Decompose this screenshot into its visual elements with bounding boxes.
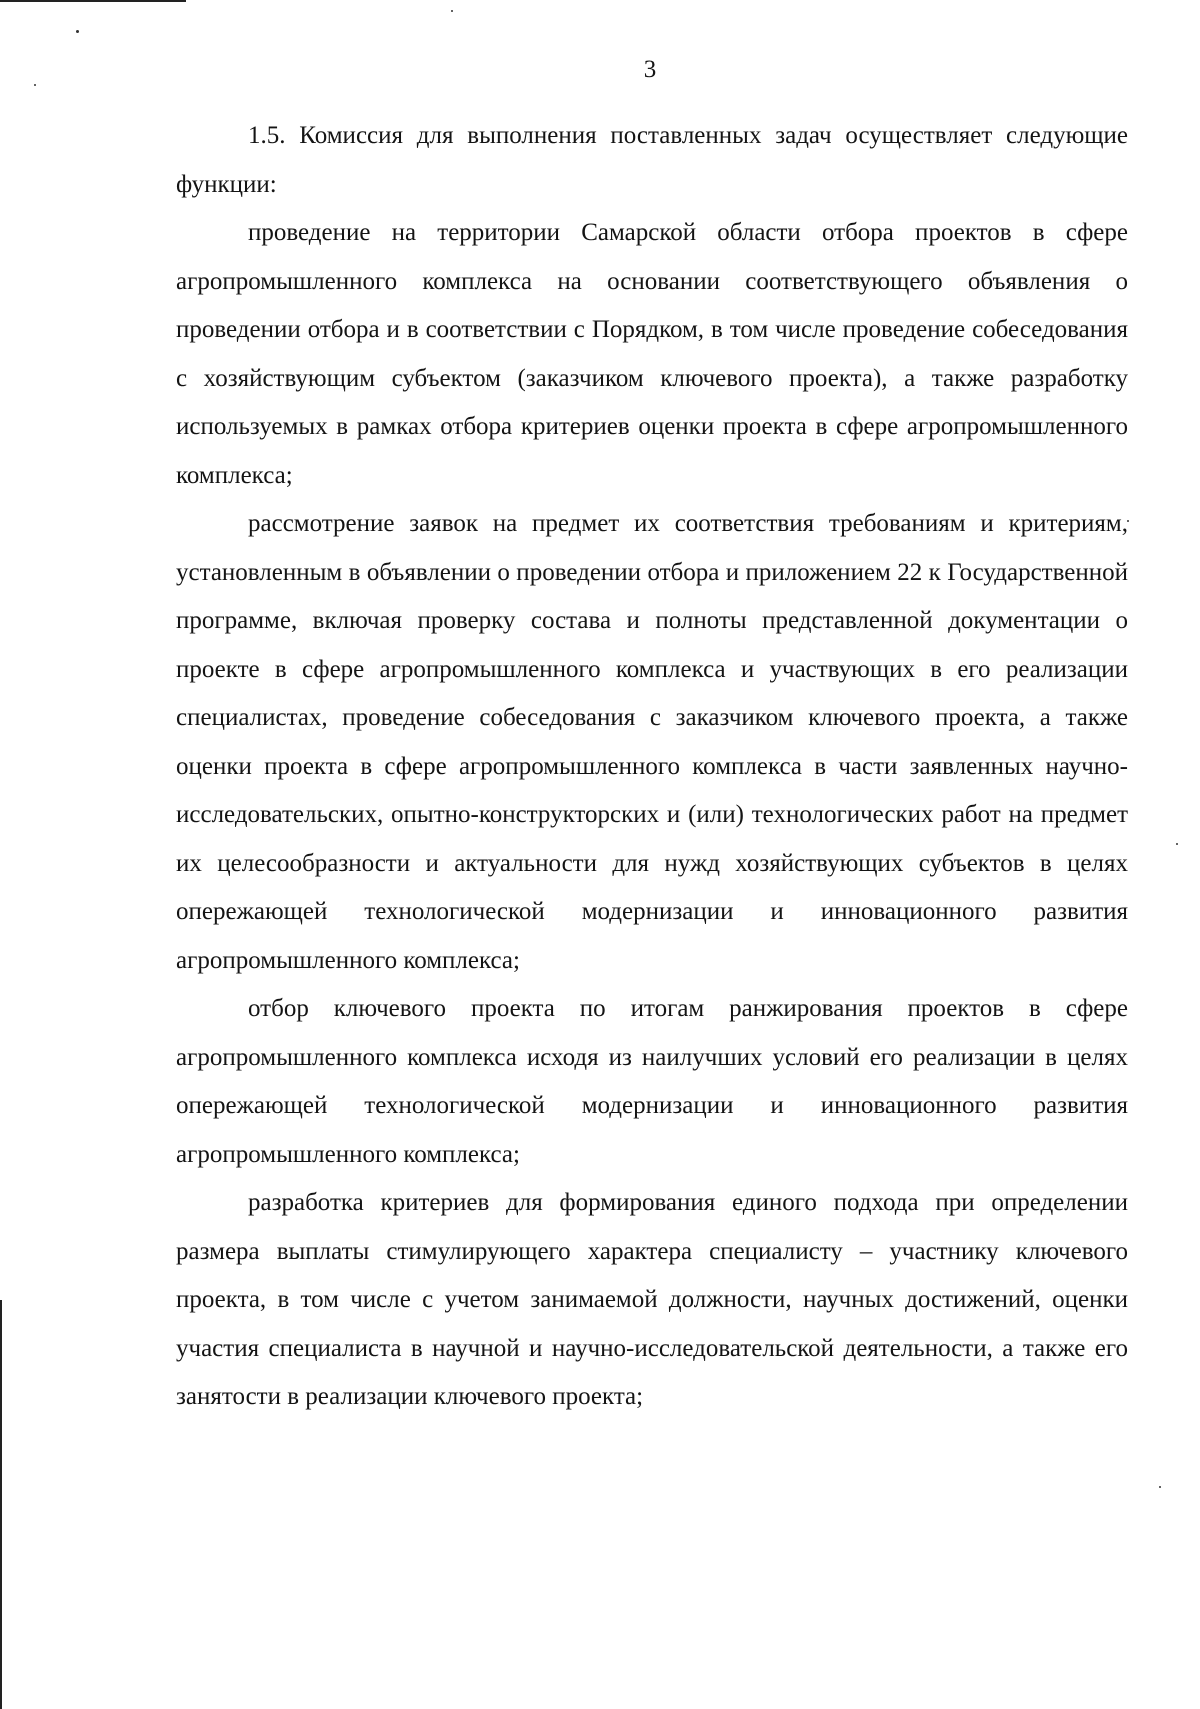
scan-speck	[1176, 843, 1178, 845]
document-body	[176, 112, 1128, 1422]
paragraph: проведение на территории Самарской области отбора проектов в сфере агропромышленного комплекса на основании соответствующего объявления о проведении отбора и в соответствии с Порядком, в том числе проведение собеседования с хозяйствующим субъектом (заказчиком ключевого проекта), а также разработку используемых в рамках отбора критериев оценки проекта в сфере агропромышленного комплекса;	[176, 219, 1128, 489]
scan-border-line	[0, 0, 186, 2]
scan-speck	[34, 84, 36, 86]
paragraph: отбор ключевого проекта по итогам ранжирования проектов в сфере агропромышленного комплекса исходя из наилучших условий его реализации в целях опережающей технологической модернизации и инновационного развития агропромышленного комплекса;	[176, 995, 1128, 1168]
scan-speck	[451, 10, 453, 12]
scan-speck	[1159, 1486, 1161, 1488]
scan-speck	[76, 30, 79, 33]
page-number: 3	[643, 56, 657, 83]
paragraph: разработка критериев для формирования единого подхода при определении размера выплаты стимулирующего характера специалисту – участнику ключевого проекта, в том числе с учетом занимаемой должности, научных достижений, оценки участия специалиста в научной и научно-исследовательской деятельности, а также его занятости в реализации ключевого проекта;	[176, 1189, 1128, 1410]
paragraph: 1.5. Комиссия для выполнения поставленных задач осуществляет следующие функции:	[176, 122, 1128, 198]
scan-border-line	[0, 1300, 2, 1709]
paragraph: рассмотрение заявок на предмет их соответствия требованиям и критериям, установленным в объявлении о проведении отбора и приложением 22 к Государственной программе, включая проверку состава и полноты представленной документации о проекте в сфере агропромышленного комплекса и участвующих в его реализации специалистах, проведение собеседования с заказчиком ключевого проекта, а также оценки проекта в сфере агропромышленного комплекса в части заявленных научно-исследовательских, опытно-конструкторских и (или) технологических работ на предмет их целесообразности и актуальности для нужд хозяйствующих субъектов в целях опережающей технологической модернизации и инновационного развития агропромышленного комплекса;	[176, 510, 1128, 974]
